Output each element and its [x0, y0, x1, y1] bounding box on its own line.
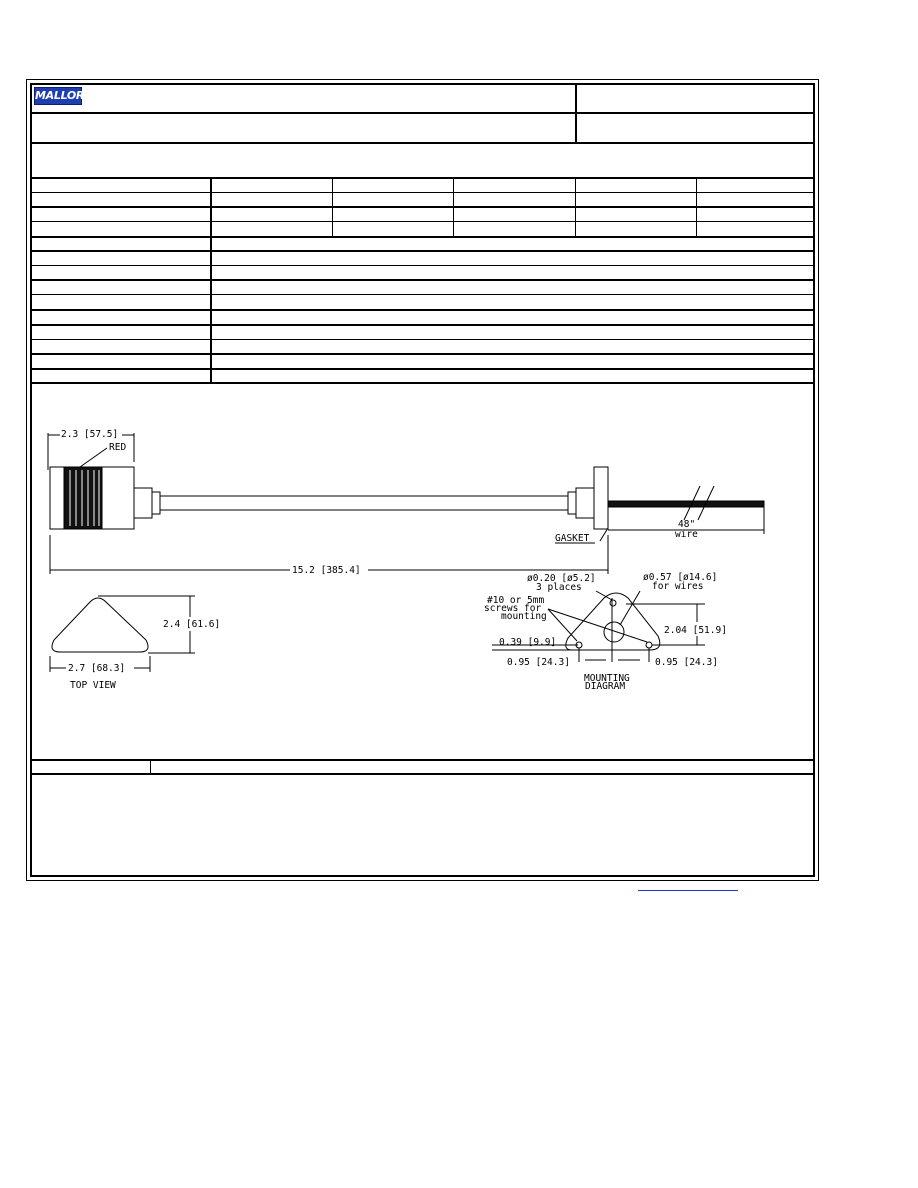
- mallory-logo: MALLORY: [34, 87, 82, 105]
- screw-note-line-2: screws for: [484, 603, 542, 614]
- footer-link[interactable]: [638, 890, 738, 891]
- mounting-caption-line-1: MOUNTING: [584, 673, 630, 684]
- alarm-side-view: [50, 467, 764, 529]
- top-view-caption: TOP VIEW: [70, 680, 116, 691]
- top-view-width-dim: 2.7 [68.3]: [68, 663, 126, 674]
- mounting-hole: [610, 600, 616, 606]
- screw-note-line-1: #10 or 5mm: [487, 595, 545, 606]
- offset-dim: 0.39 [9.9]: [499, 637, 557, 648]
- left-spacing-dim: 0.95 [24.3]: [507, 657, 570, 668]
- screw-note-line-3: mounting: [501, 611, 547, 622]
- wire-hole-dim: ø0.57 [ø14.6]: [643, 572, 718, 583]
- mounting-hole: [646, 642, 652, 648]
- top-view-outline: [52, 598, 148, 652]
- mounting-caption-line-2: DIAGRAM: [585, 681, 626, 692]
- wire-hole: [604, 622, 624, 642]
- left-width-dim: 2.3 [57.5]: [61, 429, 119, 440]
- gasket-label: GASKET: [555, 533, 590, 544]
- hole-count-label: 3 places: [536, 582, 582, 593]
- wire-hole-label: for wires: [652, 581, 704, 592]
- hole-dim: ø0.20 [ø5.2]: [527, 573, 596, 584]
- top-view-height-dim: 2.4 [61.6]: [163, 619, 221, 630]
- overall-length-dim: 15.2 [385.4]: [292, 565, 361, 576]
- wire-label: wire: [675, 529, 698, 540]
- right-spacing-dim: 0.95 [24.3]: [655, 657, 718, 668]
- color-label: RED: [109, 442, 127, 453]
- mounting-height-dim: 2.04 [51.9]: [664, 625, 727, 636]
- wire-length-dim: 48": [678, 519, 696, 530]
